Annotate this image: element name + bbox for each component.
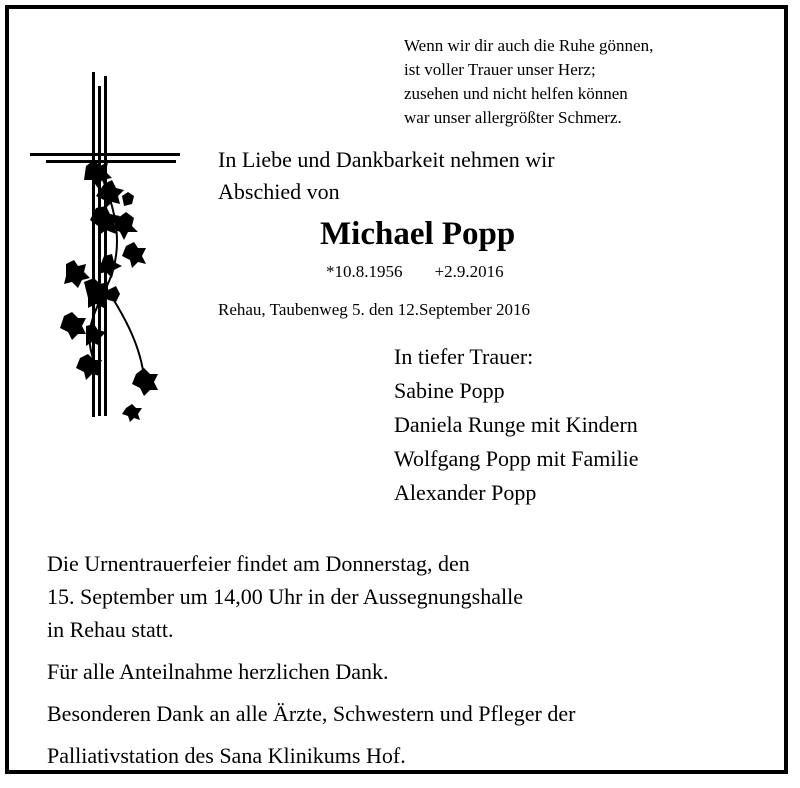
poem-line: war unser allergrößter Schmerz. bbox=[404, 108, 622, 127]
intro-line: Abschied von bbox=[218, 179, 340, 204]
mourner-name: Alexander Popp bbox=[394, 480, 537, 505]
funeral-line: Die Urnentrauerfeier findet am Donnerstag, den bbox=[47, 551, 470, 576]
intro-text bbox=[218, 144, 555, 208]
thanks-line: Palliativstation des Sana Klinikums Hof. bbox=[47, 743, 406, 768]
life-dates bbox=[326, 260, 504, 284]
intro-line: In Liebe und Dankbarkeit nehmen wir bbox=[218, 147, 555, 172]
thanks-line: Für alle Anteilnahme herzlichen Dank. bbox=[47, 659, 389, 684]
cross-with-ivy-icon bbox=[26, 68, 186, 428]
mourners-heading: In tiefer Trauer: bbox=[394, 344, 534, 369]
death-date: +2.9.2016 bbox=[434, 262, 504, 281]
mourners-list bbox=[394, 340, 639, 510]
funeral-notice bbox=[47, 547, 523, 646]
mourner-name: Daniela Runge mit Kindern bbox=[394, 412, 638, 437]
mourner-name: Wolfgang Popp mit Familie bbox=[394, 446, 639, 471]
mourner-name: Sabine Popp bbox=[394, 378, 505, 403]
thanks-notice bbox=[47, 651, 575, 777]
place-and-date: Rehau, Taubenweg 5. den 12.September 2016 bbox=[218, 300, 530, 319]
poem-line: ist voller Trauer unser Herz; bbox=[404, 60, 596, 79]
thanks-line: Besonderen Dank an alle Ärzte, Schwestern und Pfleger der bbox=[47, 701, 576, 726]
poem bbox=[404, 34, 653, 130]
funeral-line: 15. September um 14,00 Uhr in der Aussegnungshalle bbox=[47, 584, 523, 609]
poem-line: Wenn wir dir auch die Ruhe gönnen, bbox=[404, 36, 654, 55]
poem-line: zusehen und nicht helfen können bbox=[404, 84, 628, 103]
birth-date: *10.8.1956 bbox=[326, 262, 403, 281]
funeral-line: in Rehau statt. bbox=[47, 617, 174, 642]
deceased-name: Michael Popp bbox=[320, 216, 516, 252]
